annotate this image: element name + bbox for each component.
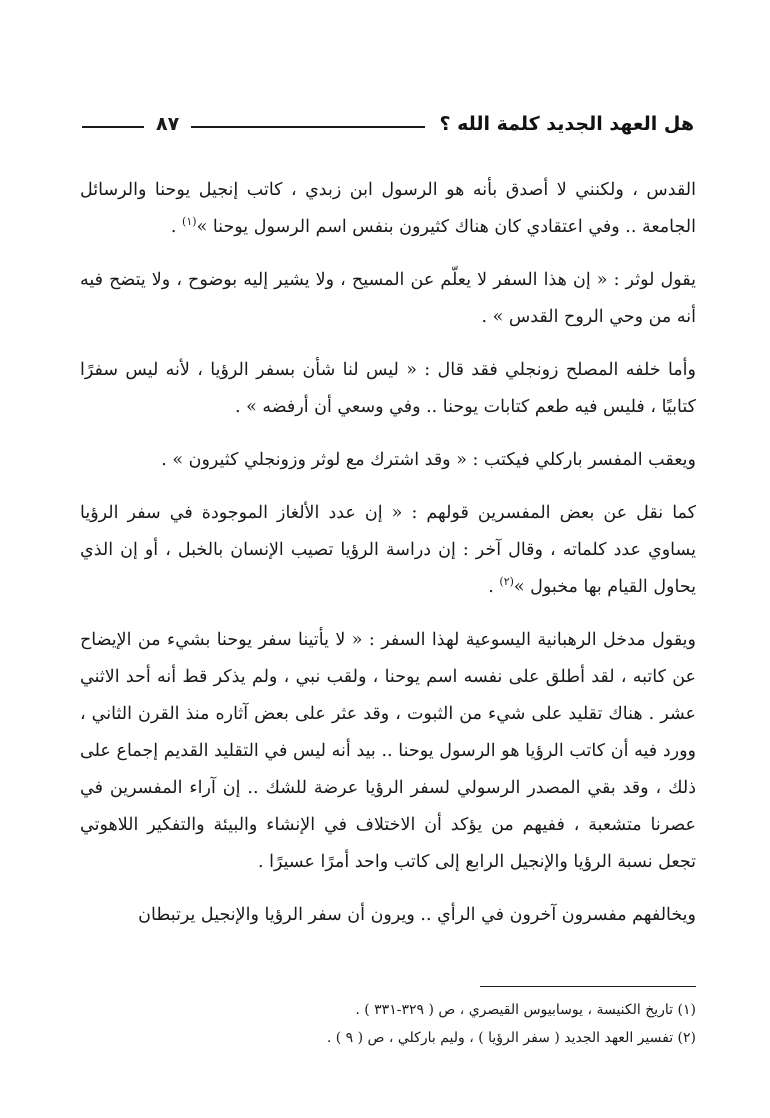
paragraph: ويقول مدخل الرهبانية اليسوعية لهذا السفر : « لا يأتينا سفر يوحنا بشيء من الإيضاح عن كاتبه ، لقد أطلق على نفسه اسم يوحنا ، ولقب نبي ، ولم يذكر قط أنه أحد الاثني عشر . هناك تقليد على شيء من الثبوت ، وقد عثر على بعض آثاره منذ القرن الثاني ، وورد فيه أن كاتب الرؤيا هو الرسول يوحنا .. بيد أنه ليس في التقليد القديم إجماع على ذلك ، وقد بقي المصدر الرسولي لسفر الرؤيا عرضة للشك .. إن آراء المفسرين في عصرنا متشعبة ، ففيهم من يؤكد أن الاختلاف في الإنشاء والبيئة والتفكير اللاهوتي تجعل نسبة الرؤيا والإنجيل الرابع إلى كاتب واحد أمرًا عسيرًا . <box>80 630 696 872</box>
paragraph: ويعقب المفسر باركلي فيكتب : « وقد اشترك مع لوثر وزونجلي كثيرون » . <box>161 450 696 470</box>
footnote-ref[interactable]: (١) <box>182 215 197 229</box>
body-text <box>80 172 696 950</box>
running-title: هل العهد الجديد كلمة الله ؟ <box>439 113 694 135</box>
paragraph: كما نقل عن بعض المفسرين قولهم : « إن عدد الألغاز الموجودة في سفر الرؤيا يساوي عدد كلماته ، وقال آخر : إن دراسة الرؤيا تصيب الإنسان بالخبل ، أو إن الذي يحاول القيام بها مخبول »$^{(٢)}$ . <box>80 503 696 597</box>
footnote-ref[interactable]: (٢) <box>499 575 514 589</box>
header-rule <box>191 126 425 128</box>
footnote-separator <box>480 986 696 987</box>
running-header <box>82 104 694 144</box>
footnote: (٢) تفسير العهد الجديد ( سفر الرؤيا ) ، وليم باركلي ، ص ( ٩ ) . <box>326 1030 696 1046</box>
paragraph: ويخالفهم مفسرون آخرون في الرأي .. ويرون أن سفر الرؤيا والإنجيل يرتبطان <box>138 905 696 925</box>
footnotes <box>80 996 696 1052</box>
page-number: ٨٧ <box>156 113 180 135</box>
paragraph: يقول لوثر : « إن هذا السفر لا يعلّم عن المسيح ، ولا يشير إليه بوضوح ، ولا يتضح فيه أنه من وحي الروح القدس » . <box>80 270 696 327</box>
paragraph: القدس ، ولكنني لا أصدق بأنه هو الرسول ابن زبدي ، كاتب إنجيل يوحنا والرسائل الجامعة .. وفي اعتقادي كان هناك كثيرون بنفس اسم الرسول يوحنا »$^{(١)}$ . <box>80 180 696 237</box>
paragraph: وأما خلفه المصلح زونجلي فقد قال : « ليس لنا شأن بسفر الرؤيا ، لأنه ليس سفرًا كتابيًا ، فليس فيه طعم كتابات يوحنا .. وفي وسعي أن أرفضه » . <box>80 360 696 417</box>
header-rule-short <box>82 126 144 128</box>
footnote: (١) تاريخ الكنيسة ، يوسابيوس القيصري ، ص ( ٣٢٩-٣٣١ ) . <box>355 1002 696 1018</box>
